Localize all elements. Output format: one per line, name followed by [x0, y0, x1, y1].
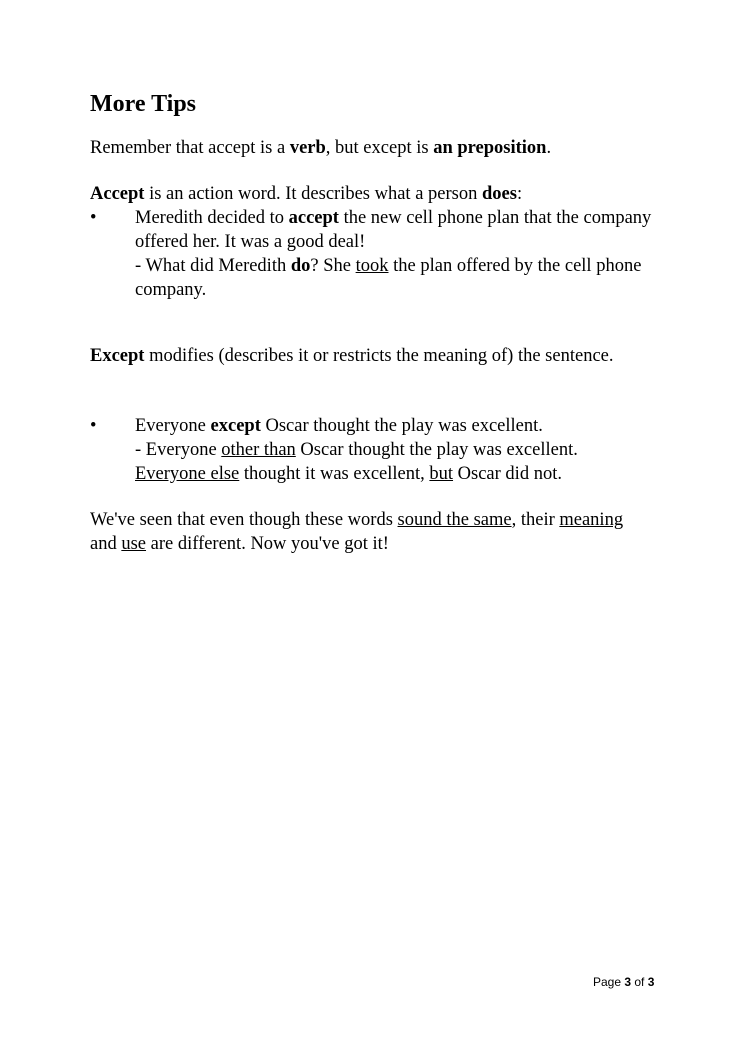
text: the new cell phone plan that the company offered her. It was a good deal! [135, 208, 652, 252]
text: are different. Now you've got it! [146, 534, 389, 554]
intro-paragraph [90, 136, 650, 160]
text: Oscar thought the play was excellent. [295, 440, 578, 460]
bullet-line [135, 414, 655, 438]
text: . [546, 138, 552, 158]
bullet-line [135, 462, 655, 486]
bold-preposition: an preposition [433, 138, 547, 158]
text: of [631, 975, 648, 989]
bullet-line [135, 254, 655, 302]
underlined-sound-the-same: sound the same [397, 510, 512, 530]
bold-except: Except [90, 346, 145, 366]
bold-do: do [290, 256, 311, 276]
accept-paragraph [90, 182, 650, 206]
text: , but except is [325, 138, 434, 158]
conclusion-paragraph [90, 508, 650, 556]
current-page-number: 3 [624, 975, 632, 989]
text: , their [511, 510, 560, 530]
bullet-icon: • [90, 416, 97, 436]
text: : [516, 184, 523, 204]
bold-verb: verb [289, 138, 326, 158]
underlined-other-than: other than [221, 440, 296, 460]
text: thought it was excellent, [239, 464, 430, 484]
text: - Everyone [135, 440, 222, 460]
bold-except: except [210, 416, 261, 436]
bullet-icon: • [90, 208, 97, 228]
text: Meredith decided to [135, 208, 289, 228]
text: Page [593, 975, 625, 989]
text: modifies (describes it or restricts the meaning of) the sentence. [144, 346, 614, 366]
text: Oscar thought the play was excellent. [260, 416, 543, 436]
text: Everyone [135, 416, 211, 436]
text: is an action word. It describes what a person [144, 184, 482, 204]
text: and [90, 534, 122, 554]
page-title: More Tips [90, 91, 197, 117]
text: We've seen that even though these words [90, 510, 398, 530]
except-paragraph [90, 344, 650, 368]
bold-accept: Accept [90, 184, 145, 204]
text: ? She [310, 256, 356, 276]
bullet-line [135, 206, 655, 254]
text: the plan offered by the cell phone company. [135, 256, 642, 300]
bullet-line [135, 438, 655, 462]
bold-accept: accept [288, 208, 339, 228]
text: Oscar did not. [453, 464, 562, 484]
underlined-but: but [429, 464, 454, 484]
underlined-meaning: meaning [559, 510, 624, 530]
underlined-everyone-else: Everyone else [135, 464, 240, 484]
page-number-footer [593, 975, 654, 989]
bullet-body [135, 414, 655, 486]
bullet-body [135, 206, 655, 302]
underlined-took: took [355, 256, 389, 276]
text: Remember that accept is a [90, 138, 290, 158]
bold-does: does [481, 184, 517, 204]
total-page-number: 3 [647, 975, 655, 989]
text: - What did Meredith [135, 256, 291, 276]
underlined-use: use [121, 534, 147, 554]
